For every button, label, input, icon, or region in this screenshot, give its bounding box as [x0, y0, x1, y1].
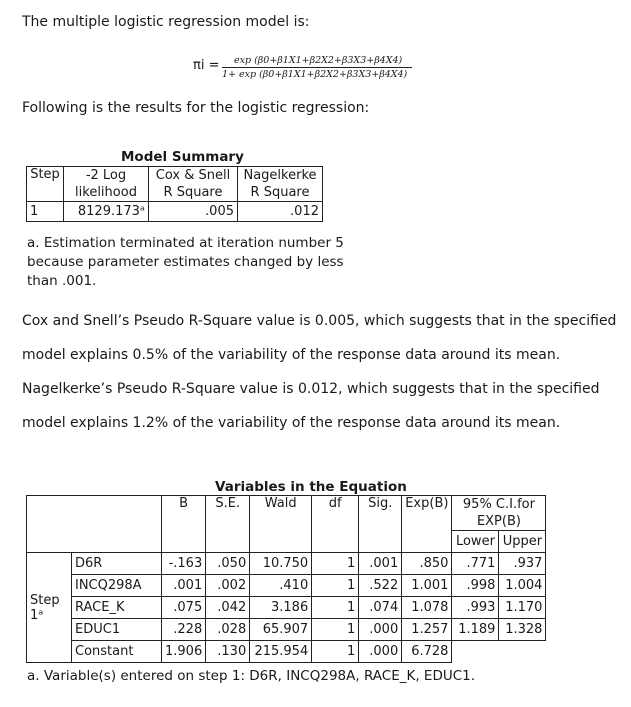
cell-step: 1: [27, 202, 64, 222]
intro-text: The multiple logistic regression model is:: [22, 14, 310, 30]
table-row: INCQ298A .001 .002 .410 1 .522 1.001 .998 1.004: [27, 575, 546, 597]
variables-table-title: Variables in the Equation: [215, 479, 407, 495]
header-step: Step: [27, 167, 64, 202]
header-upper: Upper: [499, 531, 546, 553]
table-row: EDUC1 .228 .028 65.907 1 .000 1.257 1.189 1.328: [27, 619, 546, 641]
formula-lhs: πi =: [193, 58, 220, 73]
variables-table: [26, 495, 546, 663]
header-sig: Sig.: [359, 496, 402, 553]
interpretation-line-4: model explains 1.2% of the variability of the response data around its mean.: [22, 415, 561, 431]
cell-loglik: 8129.173ᵃ: [64, 202, 149, 222]
header-df: df: [312, 496, 359, 553]
header-se: S.E.: [206, 496, 250, 553]
header-loglik: -2 Log likelihood: [64, 167, 149, 202]
var-name: RACE_K: [72, 597, 162, 619]
cell-nagelkerke: .012: [238, 202, 323, 222]
formula-denominator: 1+ exp (β0+β1X1+β2X2+β3X3+β4X4): [222, 69, 408, 80]
header-wald: Wald: [250, 496, 312, 553]
header-cox-snell: Cox & Snell R Square: [149, 167, 238, 202]
table-header-row: [27, 167, 323, 202]
header-b: B: [162, 496, 206, 553]
header-ci: 95% C.I.for EXP(B): [452, 496, 546, 531]
table-row: Constant 1.906 .130 215.954 1 .000 6.728: [27, 641, 546, 663]
var-name: D6R: [72, 553, 162, 575]
cell-cox-snell: .005: [149, 202, 238, 222]
table-row: [27, 202, 323, 222]
variables-table-footnote: a. Variable(s) entered on step 1: D6R, INCQ298A, RACE_K, EDUC1.: [27, 668, 476, 684]
results-intro: Following is the results for the logistic regression:: [22, 100, 370, 116]
table-row: Step 1ᵃ D6R -.163 .050 10.750 1 .001 .850 .771 .937: [27, 553, 546, 575]
header-expb: Exp(B): [402, 496, 452, 553]
interpretation-line-2: model explains 0.5% of the variability of the response data around its mean.: [22, 347, 561, 363]
formula-numerator: exp (β0+β1X1+β2X2+β3X3+β4X4): [234, 55, 403, 66]
step-label-cell: Step 1ᵃ: [27, 553, 72, 663]
interpretation-line-3: Nagelkerke’s Pseudo R-Square value is 0.012, which suggests that in the specified: [22, 381, 600, 397]
table-row: RACE_K .075 .042 3.186 1 .074 1.078 .993 1.170: [27, 597, 546, 619]
model-summary-footnote: a. Estimation terminated at iteration number 5 because parameter estimates changed by less than .001.: [27, 235, 344, 289]
header-nagelkerke: Nagelkerke R Square: [238, 167, 323, 202]
table-header-row: [27, 496, 546, 531]
header-blank: [27, 496, 162, 553]
model-summary-title: Model Summary: [121, 149, 244, 165]
var-name: INCQ298A: [72, 575, 162, 597]
interpretation-line-1: Cox and Snell’s Pseudo R-Square value is 0.005, which suggests that in the specified: [22, 313, 617, 329]
model-summary-table: [26, 166, 323, 222]
var-name: EDUC1: [72, 619, 162, 641]
header-lower: Lower: [452, 531, 499, 553]
var-name: Constant: [72, 641, 162, 663]
fraction-bar: [222, 67, 412, 68]
